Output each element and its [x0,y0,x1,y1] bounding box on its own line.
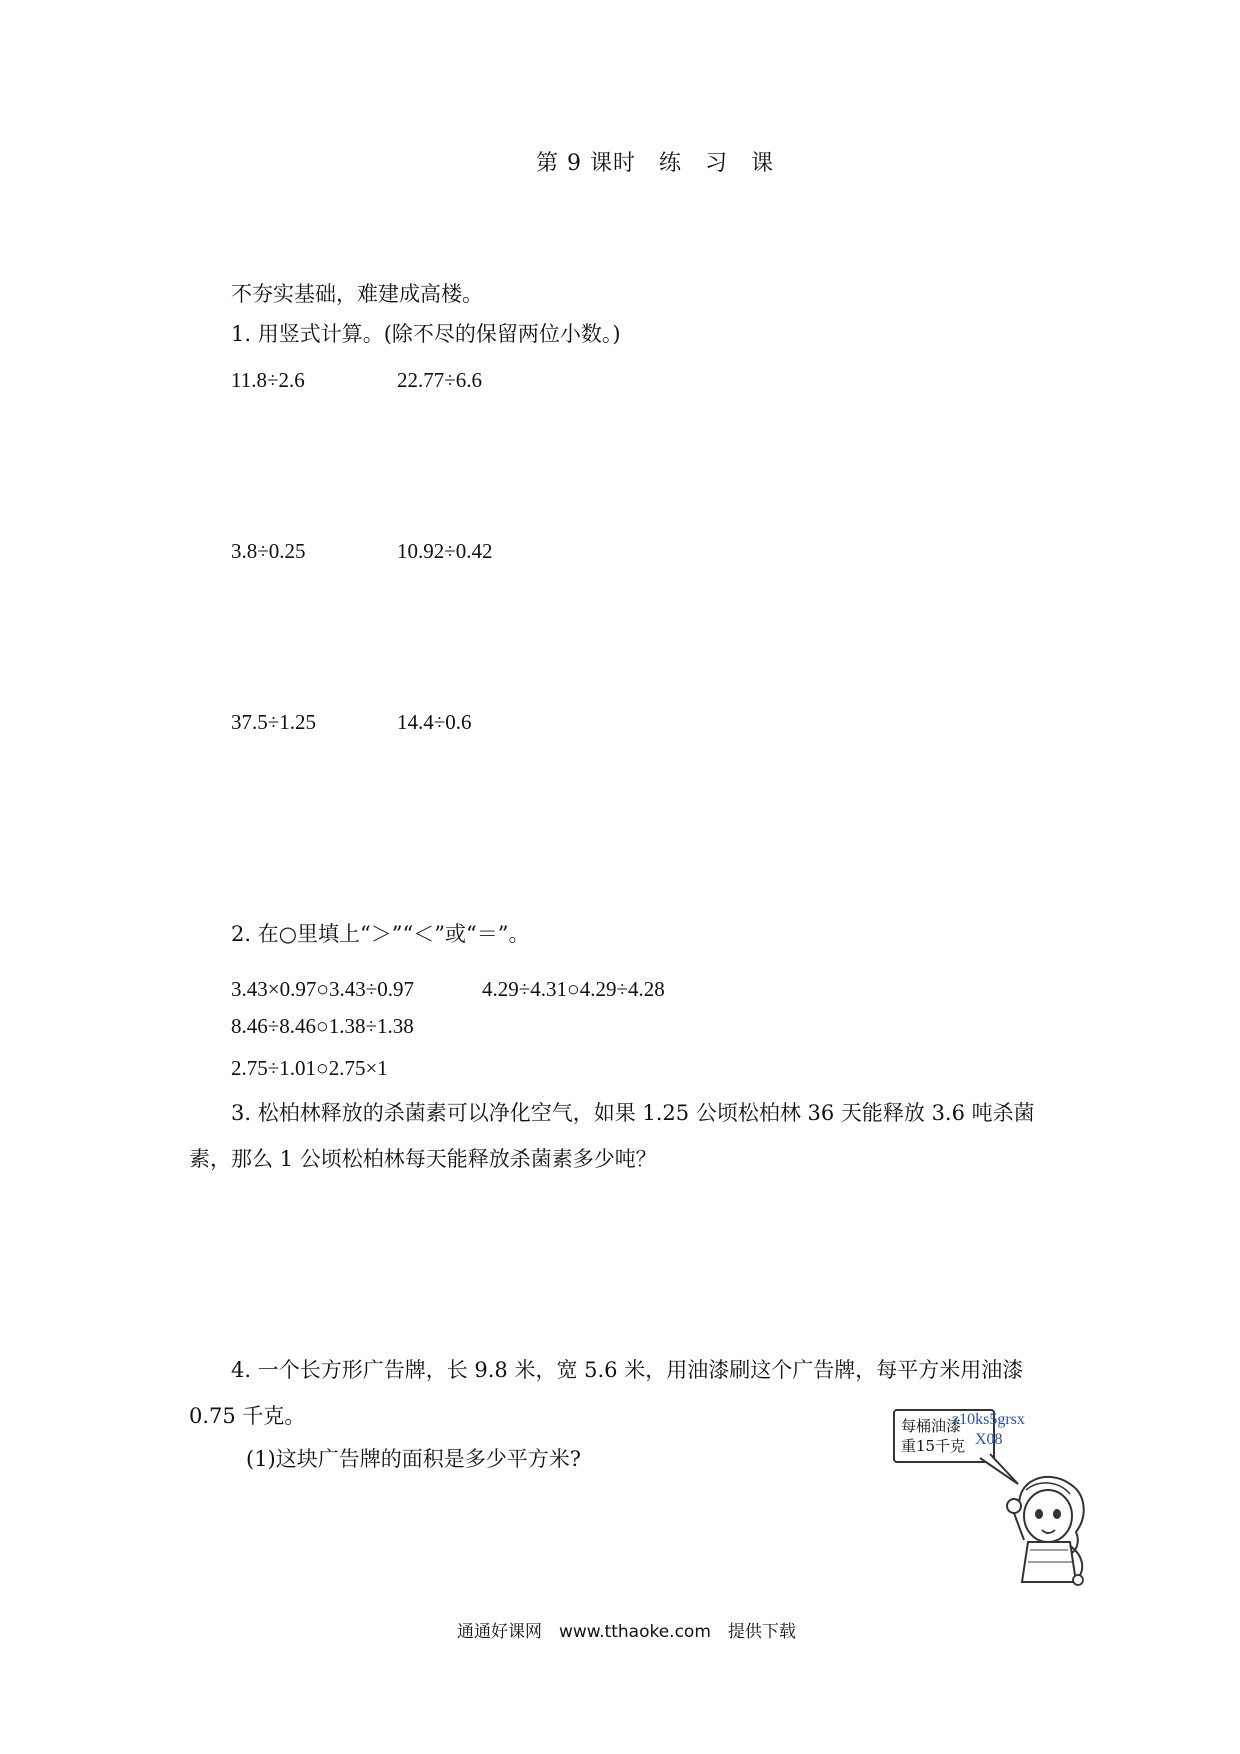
q2-item-1: 3.43×0.97○3.43÷0.97 [231,977,415,1001]
q2-item-2: 4.29÷4.31○4.29÷4.28 [482,977,665,1001]
q4-sub-question-1: (1)这块广告牌的面积是多少平方米? [246,1447,582,1471]
q2-item-4: 2.75÷1.01○2.75×1 [231,1056,388,1080]
q2-prompt: 2. 在○里填上“＞”“＜”或“＝”。 [231,922,530,946]
q1-problem-2: 22.77÷6.6 [397,368,483,392]
q1-problem-5: 37.5÷1.25 [231,710,317,734]
q3-line-1: 3. 松柏林释放的杀菌素可以净化空气，如果 1.25 公顷松柏林 36 天能释放 3.6 吨杀菌 [231,1101,1035,1125]
q2-item-3: 8.46÷8.46○1.38÷1.38 [231,1014,414,1038]
q3-line-2: 素，那么 1 公顷松柏林每天能释放杀菌素多少吨？ [189,1147,657,1171]
q1-problem-3: 3.8÷0.25 [231,539,306,563]
bubble-line-2: 重15千克 [901,1437,966,1455]
q1-problem-4: 10.92÷0.42 [397,539,493,563]
q1-prompt: 1. 用竖式计算。(除不尽的保留两位小数。) [231,322,621,346]
cartoon-girl-icon [978,1450,1118,1590]
watermark-text-1: z10ks5grsx [952,1411,1025,1428]
bubble-line-1: 每桶油漆 [901,1417,962,1435]
page-title: 第 9 课时 练 习 课 [536,151,774,176]
q1-problem-1: 11.8÷2.6 [231,368,305,392]
q4-line-1: 4. 一个长方形广告牌，长 9.8 米，宽 5.6 米，用油漆刷这个广告牌，每平方米用油漆 [231,1358,1024,1382]
q4-line-2: 0.75 千克。 [189,1404,306,1428]
watermark-text-2: X08 [975,1431,1003,1448]
q1-problem-6: 14.4÷0.6 [397,710,472,734]
footer-text: 通通好课网 www.tthaoke.com 提供下载 [457,1622,796,1642]
motto: 不夯实基础，难建成高楼。 [231,282,483,306]
